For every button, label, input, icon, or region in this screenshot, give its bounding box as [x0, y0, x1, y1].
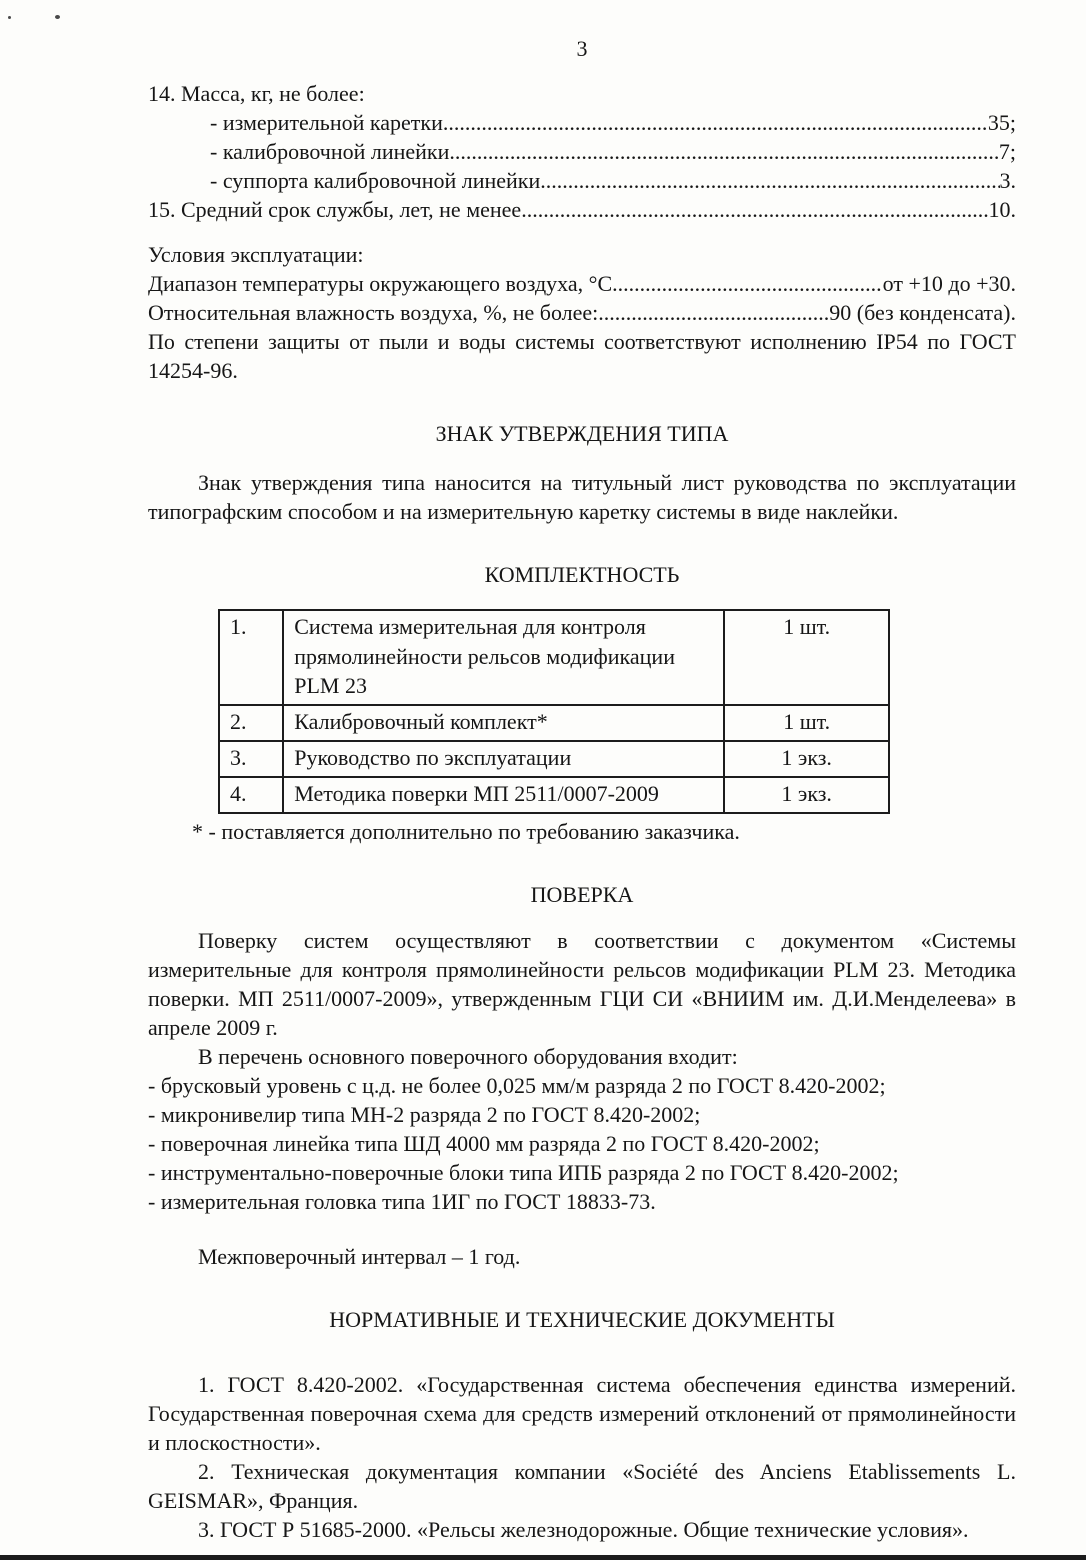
section-heading-completeness: КОМПЛЕКТНОСТЬ — [484, 562, 680, 588]
equipment-item: - брусковый уровень с ц.д. не более 0,025 мм/м разряда 2 по ГОСТ 8.420-2002; — [148, 1072, 886, 1098]
section-heading-verification: ПОВЕРКА — [530, 881, 634, 907]
dot-leader — [598, 298, 829, 327]
scan-artifact — [8, 16, 11, 19]
verification-interval: Межповерочный интервал – 1 год. — [198, 1244, 521, 1269]
verification-paragraph: Поверку систем осуществляют в соответствии с документом «Системы измерительные для контроля прямолинейности рельсов модификации PLM 23. Методика поверки. МП 2511/0007-2009», утвержденным ГЦИ СИ «ВНИИМ им. Д.И.Менделеева» в апреле 2009 г. — [148, 927, 1016, 1040]
normative-doc-item: 2. Техническая документация компании «Société des Anciens Etablissements L. GEISMAR», Франция. — [148, 1459, 1016, 1514]
spec-row-value: 35; — [987, 110, 1016, 136]
condition-row — [148, 269, 1016, 298]
equipment-item: - измерительная головка типа 1ИГ по ГОСТ 18833-73. — [148, 1188, 656, 1214]
equipment-item: - поверочная линейка типа ШД 4000 мм разряда 2 по ГОСТ 8.420-2002; — [148, 1130, 820, 1156]
equipment-item: - микронивелир типа МН-2 разряда 2 по ГОСТ 8.420-2002; — [148, 1101, 701, 1127]
scan-edge-line — [0, 1555, 1086, 1560]
quantity-cell: 1 экз. — [724, 741, 889, 777]
spec-row — [210, 108, 1016, 137]
quantity-cell: 1 шт. — [724, 610, 889, 704]
row-number-cell: 1. — [219, 610, 283, 704]
normative-doc-item: 3. ГОСТ Р 51685-2000. «Рельсы железнодорожные. Общие технические условия». — [198, 1517, 969, 1543]
spec-row-value: 3. — [999, 168, 1016, 194]
dot-leader — [443, 108, 988, 137]
table-row — [219, 777, 889, 813]
table-row — [219, 610, 889, 704]
equipment-list-intro: В перечень основного поверочного оборудования входит: — [198, 1043, 738, 1069]
row-number-cell: 4. — [219, 777, 283, 813]
completeness-table — [218, 609, 890, 813]
row-number-cell: 2. — [219, 705, 283, 741]
document-content — [148, 34, 1016, 1544]
dot-leader — [521, 195, 988, 224]
dot-leader — [540, 166, 999, 195]
condition-value: от +10 до +30. — [882, 271, 1016, 297]
quantity-cell: 1 экз. — [724, 777, 889, 813]
condition-label: Диапазон температуры окружающего воздуха, °С — [148, 271, 613, 297]
table-row — [219, 741, 889, 777]
approval-mark-paragraph: Знак утверждения типа наносится на титульный лист руководства по эксплуатации типографским способом и на измерительную каретку системы в виде наклейки. — [148, 470, 1016, 525]
dot-leader — [612, 269, 883, 298]
scan-artifact — [55, 15, 60, 19]
item-name-cell: Руководство по эксплуатации — [283, 741, 724, 777]
spec-row-label: - измерительной каретки — [210, 110, 443, 136]
spec-row-value: 10. — [988, 197, 1016, 223]
spec-row — [210, 137, 1016, 166]
equipment-item: - инструментально-поверочные блоки типа ИПБ разряда 2 по ГОСТ 8.420-2002; — [148, 1159, 899, 1185]
section-heading-approval-mark: ЗНАК УТВЕРЖДЕНИЯ ТИПА — [435, 421, 729, 447]
quantity-cell: 1 шт. — [724, 705, 889, 741]
spec-row-label: 15. Средний срок службы, лет, не менее — [148, 197, 522, 223]
spec-row — [210, 166, 1016, 195]
item-name-cell: Система измерительная для контроля прямолинейности рельсов модификации PLM 23 — [283, 610, 724, 704]
spec-row-label: - калибровочной линейки — [210, 139, 450, 165]
item-name-cell: Калибровочный комплект* — [283, 705, 724, 741]
spec-item-14-title: 14. Масса, кг, не более: — [148, 81, 365, 107]
dot-leader — [449, 137, 998, 166]
operating-conditions — [148, 240, 1016, 385]
page-number: 3 — [576, 36, 588, 61]
spec-item-14 — [148, 79, 1016, 195]
condition-row — [148, 298, 1016, 327]
table-footnote: * - поставляется дополнительно по требованию заказчика. — [192, 818, 740, 844]
item-name-cell: Методика поверки МП 2511/0007-2009 — [283, 777, 724, 813]
section-heading-normative-docs: НОРМАТИВНЫЕ И ТЕХНИЧЕСКИЕ ДОКУМЕНТЫ — [329, 1307, 835, 1333]
spec-item-15 — [148, 195, 1016, 224]
normative-doc-item: 1. ГОСТ 8.420-2002. «Государственная система обеспечения единства измерений. Государственная поверочная схема для средств измерений отклонений от прямолинейности и плоскостности». — [148, 1372, 1016, 1456]
conditions-paragraph: По степени защиты от пыли и воды системы соответствуют исполнению IP54 по ГОСТ 14254-96. — [148, 329, 1016, 384]
spec-row-value: 7; — [998, 139, 1016, 165]
spec-row-label: - суппорта калибровочной линейки — [210, 168, 541, 194]
condition-label: Относительная влажность воздуха, %, не более: — [148, 300, 599, 326]
table-row — [219, 705, 889, 741]
row-number-cell: 3. — [219, 741, 283, 777]
condition-value: 90 (без конденсата). — [829, 300, 1016, 326]
conditions-title: Условия эксплуатации: — [148, 242, 364, 268]
